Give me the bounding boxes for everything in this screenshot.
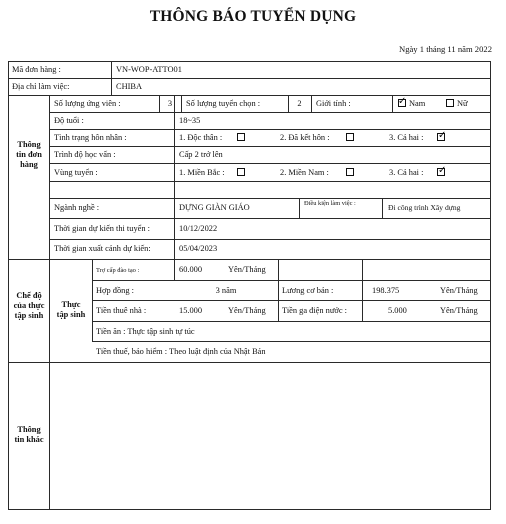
workplace-label: Địa chỉ làm việc: bbox=[12, 82, 70, 91]
rent-label: Tiền thuê nhà : bbox=[96, 306, 147, 315]
region-north: 1. Miền Bắc : bbox=[179, 168, 225, 177]
rent-unit: Yên/Tháng bbox=[228, 306, 266, 315]
region-south: 2. Miền Nam : bbox=[280, 168, 329, 177]
issue-date: Ngày 1 tháng 11 năm 2022 bbox=[398, 44, 492, 54]
selected-label: Số lượng tuyển chọn : bbox=[186, 99, 261, 108]
selected-value: 2 bbox=[297, 99, 302, 108]
age-value: 18~35 bbox=[179, 116, 201, 125]
utilities-label: Tiền ga điện nước : bbox=[282, 306, 347, 315]
applicants-label: Số lượng ứng viên : bbox=[54, 99, 121, 108]
marital-both: 3. Cả hai : bbox=[389, 133, 424, 142]
marital-married: 2. Đã kết hôn : bbox=[280, 133, 330, 142]
exam-date-value: 10/12/2022 bbox=[179, 224, 218, 233]
region-south-checkbox[interactable] bbox=[346, 168, 354, 176]
base-salary-amount: 198.375 bbox=[372, 286, 400, 295]
marital-label: Tình trạng hôn nhân : bbox=[54, 133, 127, 142]
departure-label: Thời gian xuất cảnh dự kiến: bbox=[54, 244, 151, 253]
training-allowance-amount: 60.000 bbox=[179, 265, 203, 274]
gender-female-label: Nữ bbox=[457, 99, 468, 108]
region-both: 3. Cả hai : bbox=[389, 168, 424, 177]
order-code-label: Mã đơn hàng : bbox=[12, 65, 61, 74]
industry-value: DỰNG GIÀN GIÁO bbox=[179, 203, 250, 212]
gender-female-checkbox[interactable] bbox=[446, 99, 454, 107]
education-label: Trình độ học vấn : bbox=[54, 150, 116, 159]
page-title: THÔNG BÁO TUYỂN DỤNG bbox=[149, 8, 357, 25]
training-allowance-label: Trợ cấp đào tạo : bbox=[96, 267, 140, 274]
tax-insurance-text: Tiền thuế, bảo hiểm : Theo luật định của Nhật Bản bbox=[96, 347, 266, 356]
marital-single: 1. Độc thân : bbox=[179, 133, 223, 142]
industry-label: Ngành nghề : bbox=[54, 203, 100, 212]
rent-amount: 15.000 bbox=[179, 306, 203, 315]
marital-single-checkbox[interactable] bbox=[237, 133, 245, 141]
base-salary-unit: Yên/Tháng bbox=[440, 286, 478, 295]
region-north-checkbox[interactable] bbox=[237, 168, 245, 176]
section-other-info: Thông tin khác bbox=[14, 425, 44, 444]
contract-value: 3 năm bbox=[215, 286, 237, 295]
check-icon: ✓ bbox=[438, 130, 447, 141]
meals-text: Tiền ăn : Thực tập sinh tự túc bbox=[96, 327, 195, 336]
trainee-label: Thực tập sinh bbox=[56, 300, 86, 319]
section-order-info: Thông tin đơn hàng bbox=[16, 140, 42, 169]
order-code-value: VN-WOP-ATTO01 bbox=[116, 65, 182, 74]
education-value: Cấp 2 trở lên bbox=[179, 150, 223, 159]
base-salary-label: Lương cơ bản : bbox=[282, 286, 334, 295]
section-trainee-benefits: Chế độ của thực tập sinh bbox=[13, 291, 45, 320]
work-condition-value: Đi công trình Xây dựng bbox=[388, 203, 461, 212]
other-info-area bbox=[50, 363, 490, 509]
gender-male-label: Nam bbox=[409, 99, 426, 108]
age-label: Độ tuổi : bbox=[54, 116, 84, 125]
workplace-value: CHIBA bbox=[116, 82, 143, 91]
utilities-amount: 5.000 bbox=[388, 306, 407, 315]
exam-date-label: Thời gian dự kiến thi tuyển : bbox=[54, 224, 150, 233]
check-icon: ✓ bbox=[398, 96, 407, 107]
contract-label: Hợp đồng : bbox=[96, 286, 134, 295]
gender-label: Giới tính : bbox=[316, 99, 351, 108]
work-condition-label: Điều kiện làm việc : bbox=[304, 200, 356, 207]
applicants-value: 3 bbox=[167, 99, 173, 108]
training-allowance-unit: Yên/Tháng bbox=[228, 265, 266, 274]
utilities-unit: Yên/Tháng bbox=[440, 306, 478, 315]
check-icon: ✓ bbox=[438, 165, 447, 176]
departure-value: 05/04/2023 bbox=[179, 244, 218, 253]
region-label: Vùng tuyển : bbox=[54, 168, 98, 177]
marital-married-checkbox[interactable] bbox=[346, 133, 354, 141]
